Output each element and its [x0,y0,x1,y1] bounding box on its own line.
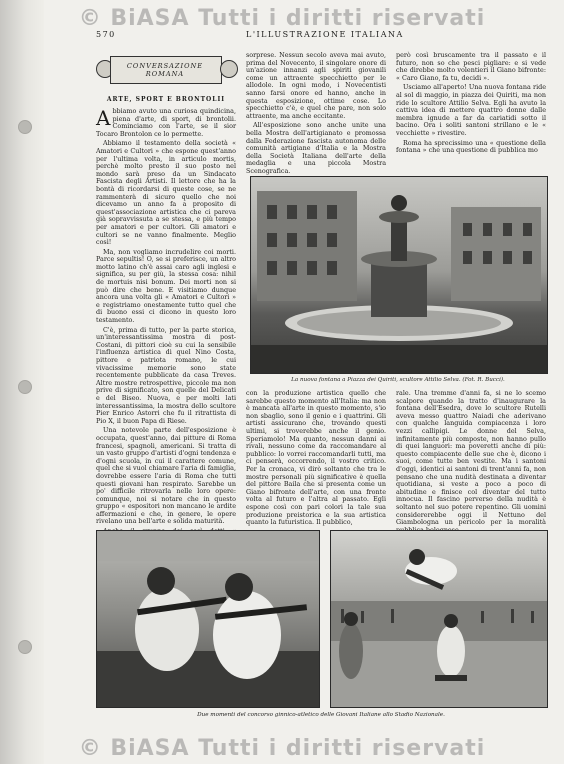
text-column-2 [246,51,386,175]
column-title-line2: ROMANA [145,70,185,78]
paragraph: sorprese. Nessun secolo aveva mai avuto, prima del Novecento, il singolare onore di un'azione innanzi agli spiriti giovanili come un attraente specchietto per le allodole. In ogni modo, i Novecentisti sanno farsi onore ed hanno, anche in questa esposizione, ottime cose. Lo specchietto c'è, e quel che pare, non solo attraente, ma anche eccitante. [246,51,386,120]
paragraph [96,108,236,138]
text-column-3 [396,52,546,168]
column-title-box [96,52,236,88]
fountain-illustration [251,177,547,373]
fountain-photo [250,176,548,374]
page-number: 570 [96,30,116,39]
text-column-1 [96,108,236,526]
section-heading: ARTE, SPORT E BRONTOLII [106,96,226,103]
paragraph: Roma ha sprecissimo una « questione della fontana » che una questione di pubblica mo [396,138,546,155]
fountain-caption: La nuova fontana a Piazza dei Quiriti, scultore Attilio Selva. (Fot. R. Bucci). [291,377,505,383]
ornament-icon [220,60,238,78]
watermark-bottom: © BiASA Tutti i diritti riservati [78,736,486,761]
paragraph: con la produzione artistica quello che sarebbe questo momento all'Italia: ma non è mancata all'arte in questo momento, s'io non sbaglio, sono il genio e i quattrini. Gli artisti assicurano che, trovando questi ultimi, si troverebbe anche il genio. Speriamolo! Ma quanto, nessun danni ai rivali, nessuno come da raccomandare al pubblico: lo vorrei raccomandarli tutti, ma ci penserà, occorrendo, il vostro critico. Per la cronaca, vi dirò soltanto che tra le mostre personali più significative è quella del pittore Baila che si presenta come un Giano bifronte dell'arte, con una fronte volta al futuro e l'altra al passato. Egli espone così con pari colori la tale sua produzione preistorica e la sua artistica quanto la futuristica. Il pubblico, [246,389,386,527]
paragraph: rale. Una tremme d'anni fa, si ne lo scemo scalpore quando la tratto d'inaugurare la fontana dell'Esedra, dove lo scultore Rutelli aveva messo quattro Naiadi che aderivano con qualche languida compiacenza i loro vezzi callipigi. Le donne del Selva, infinitamente più composte, non hanno pullo di quei languori: ma poveretti anche di più: questo compiacente delle sue che è, dicono i suoi, come tutte ben vestite. Ma i santoni d'oggi, identici ai santoni di trent'anni fa, non pensano che una nudità destinata a diventar quotidiana, si veste a poco a poco di abitudine e finisce col diventar del tutto innocua. Il fascino perverso della nudità è soltanto nel suo potere repentino. Gli uomini considererebbe oggi il Nettuno del Giambologna un pericolo per la moralità [396,389,546,527]
paragraph: Una notevole parte dell'esposizione è occupata, quest'anno, dai pitture di Roma francesi, spagnoli, americani. Si tratta di un vasto gruppo d'artisti d'ogni tendenza e d'ogni scuola, in cui il carattere comune, quel che si vuol chiamare l'aria di famiglia, dovrebbe essere l'aria di Roma che tutti questi giovani han respirato. Sarebbe un po' difficile ritrovarla nelle loro opere: comunque, noi si notare che in questo gruppo « espositori non mancano le ardite affermazioni e che, in genere, le opere rivelano una bell'arte e solida maturità. [96,426,236,526]
archers-caption: Due momenti del concorso ginnico-atletico delle Giovani Italiane allo Stadio Nazionale. [197,712,445,718]
page-header [96,30,546,44]
binding-hole [18,640,32,654]
athletes-illustration-right [331,531,547,707]
column-title-line1: CONVERSAZIONE [126,62,204,70]
paragraph: Abbiamo il testamento della società « Amatori e Cultori » che espone quest'anno per l'ultima volta, in articulo mortis, perchè molto presto il suo posto nel mondo sarà preso da un Sindacato Fascista degli Artisti. Il lettore che ha la bontà di ricordarsi di queste cose, se ne rammenterà di sicuro quello che noi dicevamo un anno fa a proposito di quest'associazione artistica che ci pareva già sopravvissuta a se stessa, e più tempo per amatori e per cultori. Gli amatori e cultori se ne vanno finalmente. Meglio così! [96,139,236,247]
magazine-title: L'ILLUSTRAZIONE ITALIANA [246,30,404,39]
paragraph: All'esposizione sono anche unite una bella Mostra dell'artigianato e promossa dalla Federazione fascista autonoma delle comunità artigiane d'Italia e la Mostra della Società Italiana dell'arte della medaglia e una piccola Mostra Scenografica. [246,121,386,175]
paragraph-text: bbiamo avuto una curiosa quindicina, piena d'arte, di sport, di brontolii. Cominciamo con l'arte, se il sior Tocaro Brontolon ce lo permette. [96,107,236,138]
archers-photo-right [330,530,548,708]
binding-hole [18,120,32,134]
watermark-top: © BiASA Tutti i diritti riservati [78,6,486,31]
archers-photo-left [96,530,320,708]
drop-cap: A [96,106,111,130]
paragraph: Ma, non vogliamo incrudelire coi morti. Parce sepultis! O, se si preferisce, un altro motto latino ch'è assai caro agli inglesi e significa, su per giù, la stessa cosa: nihil de mortuis nisi bonum. Dei morti non si può dire che bene. E visitiamo dunque ancora una volta gli « Amatori e Cultori » e registriamo onestamente tutto quel che di buono essi ci dicono in questo loro testamento. [96,247,236,325]
text-column-3-lower [396,390,546,526]
archers-illustration-left [97,531,319,707]
text-column-2-lower [246,390,386,526]
page-binding [0,0,44,764]
paragraph: però così bruscamente tra il passato e il futuro, non so che pesci pigliare: e si vede che direbbe molto volentieri il Giano bifronte: « Caro Giano, fa tu, decidi ». [396,51,546,82]
paragraph: C'è, prima di tutto, per la parte storica, un'interessantissima mostra di post-Costani, di pittori cioè su cui la sensibile l'influenza artistica di quel Nino Costa, pittore e patriota romano, le cui vivacissime memorie sono state recentemente pubblicate da casa Treves. Altre mostre retrospettive, piccole ma non prive di significato, son quelle del Delicati e del Biseo. Nuova, e per molti lati interessantissima, la mostra dello scultore Pier Enrico Astorri che fu il ritrattista di Pio X, il buon Papa di Riese. [96,325,236,425]
binding-hole [18,380,32,394]
paragraph: Usciamo all'aperto! Una nuova fontana ride al sol di maggio, in piazza dei Quiriti, ma non ride lo scultore Attilio Selva. Egli ha avuto la cattiva idea di mettere quattro donne dalle membra ignude a far da cariatidi sotto il bacino. Ora i soliti santoni strillano e le « vecchiette » rivestire. [396,83,546,137]
